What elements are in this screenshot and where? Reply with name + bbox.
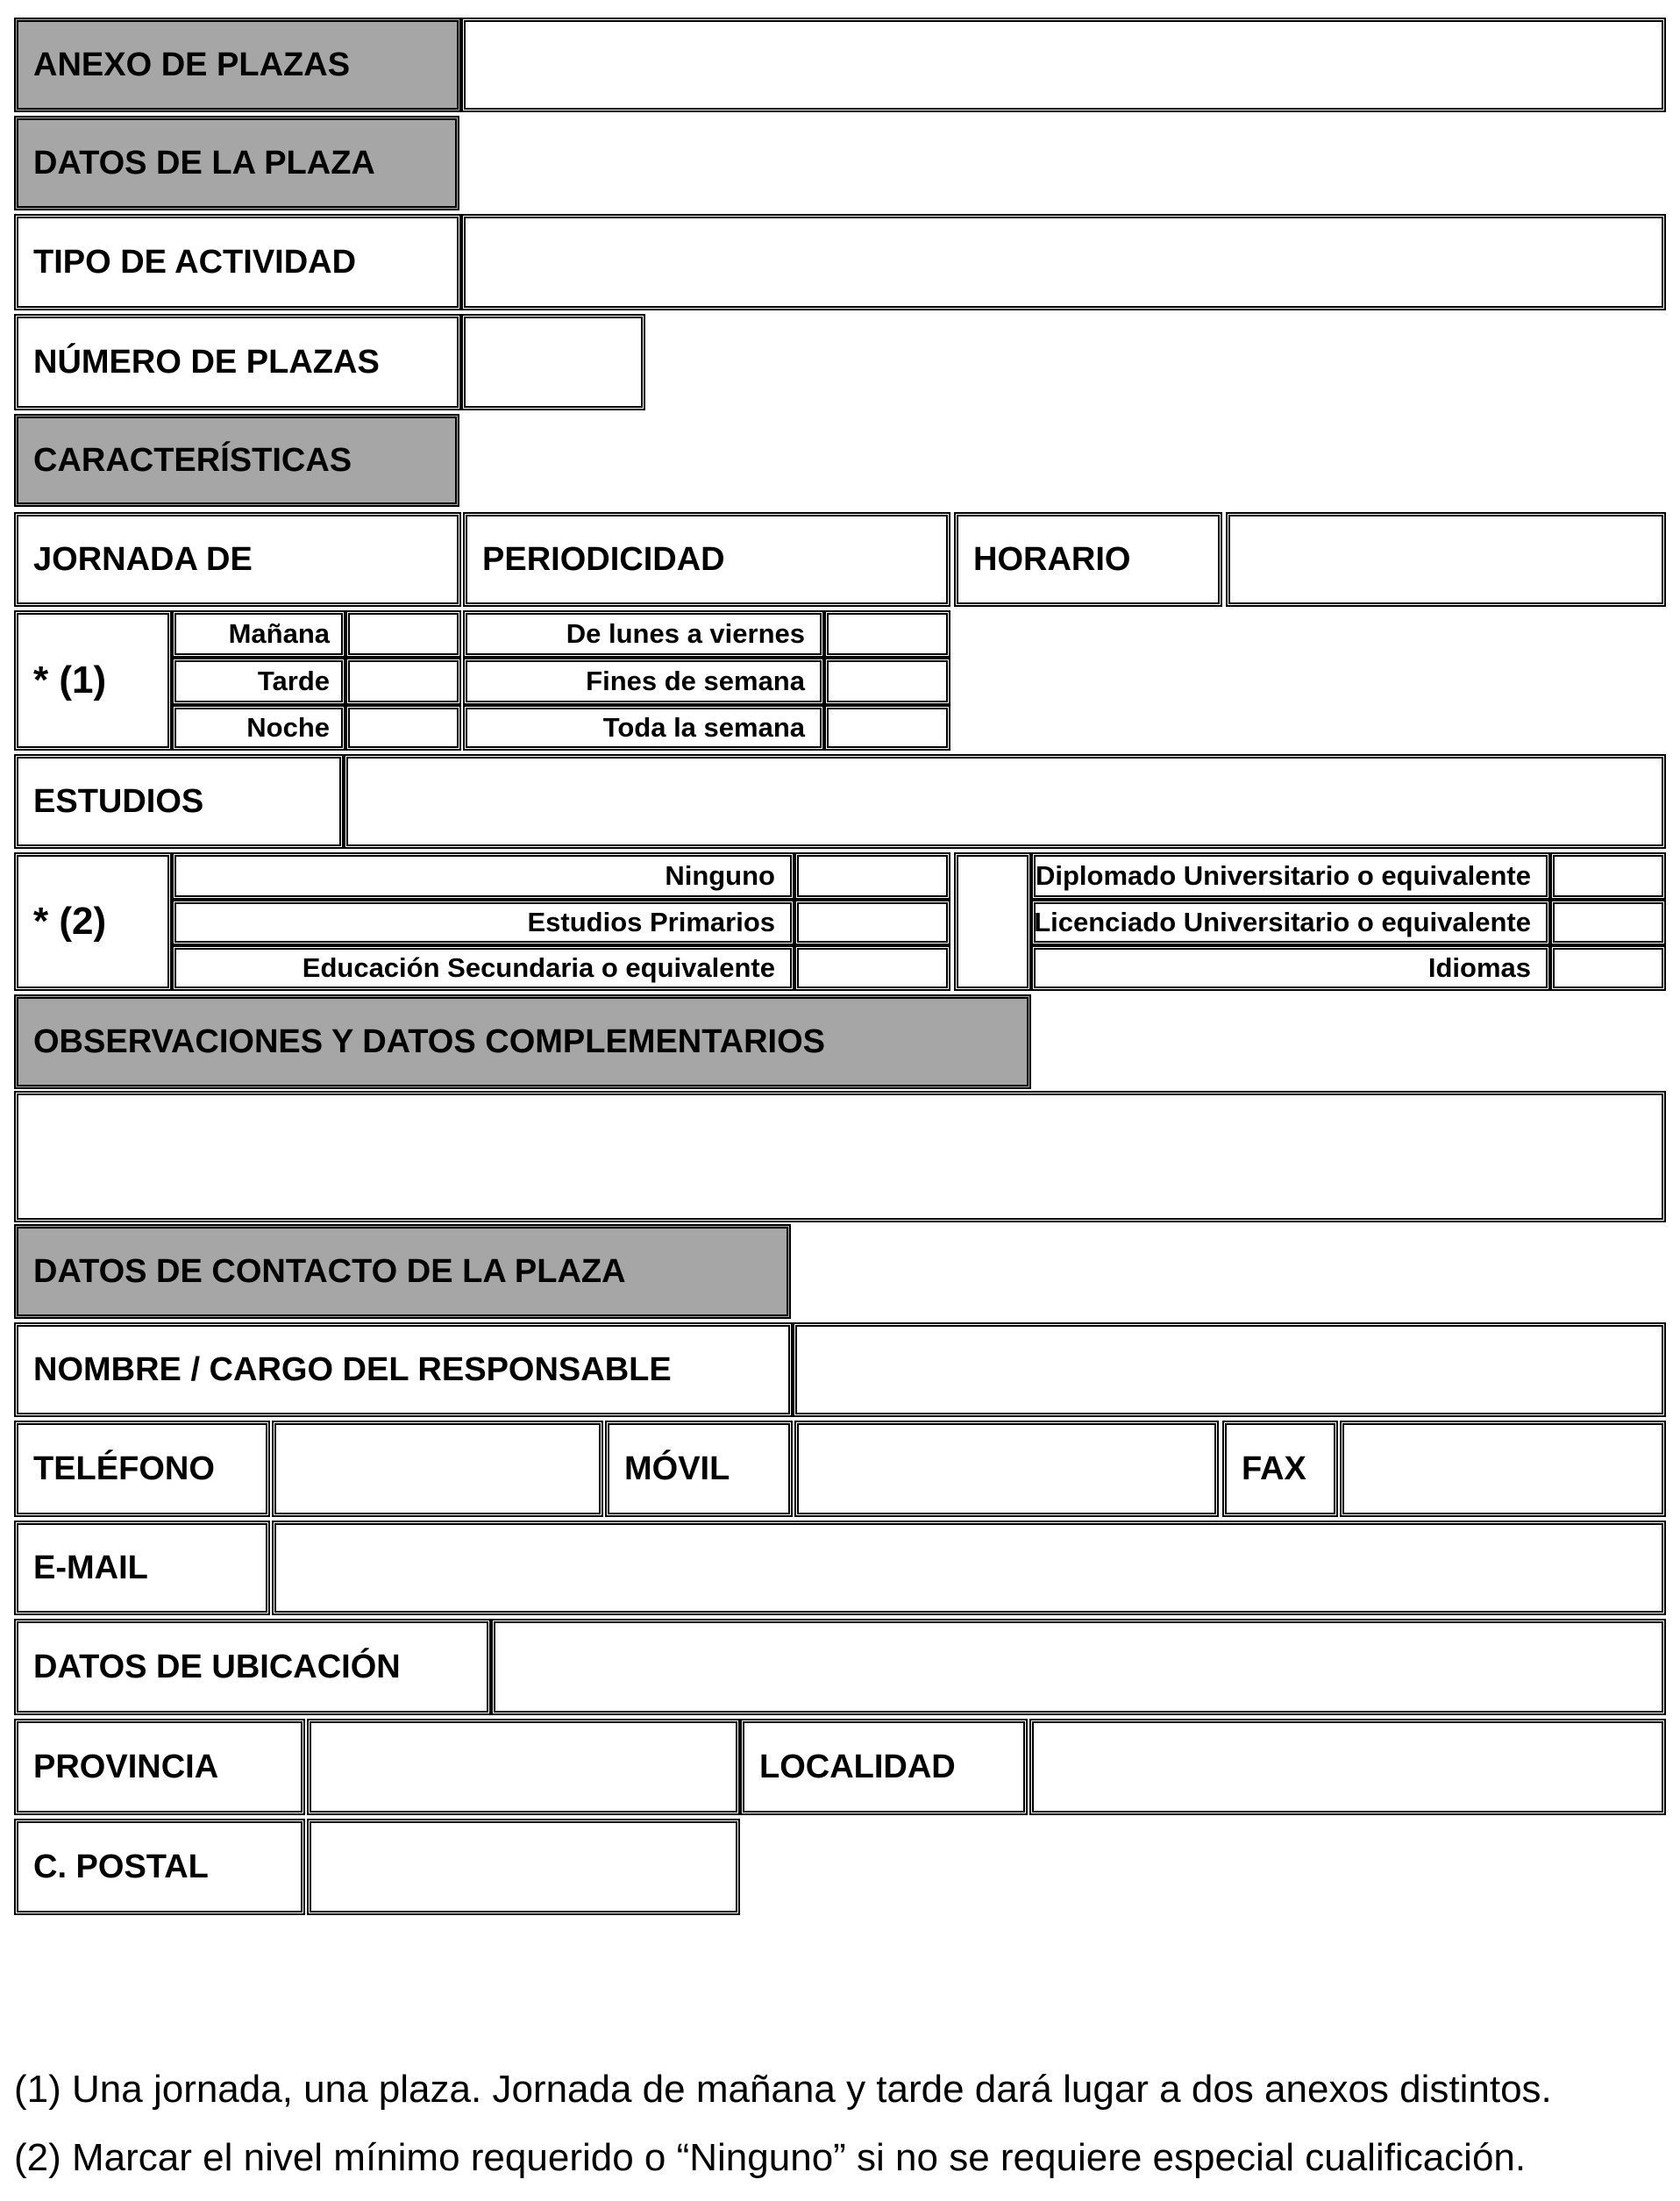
caracteristicas-label: CARACTERÍSTICAS	[33, 441, 352, 479]
estudios-option-ninguno-label: Ninguno	[665, 860, 775, 891]
jornada-option-tarde-label: Tarde	[257, 666, 330, 696]
jornada-option-manana-label: Mañana	[228, 618, 330, 649]
email-label: E-MAIL	[33, 1549, 148, 1586]
datos-ubicacion-label: DATOS DE UBICACIÓN	[33, 1648, 401, 1685]
estudios-label: ESTUDIOS	[33, 782, 204, 820]
tipo-actividad-label: TIPO DE ACTIVIDAD	[33, 243, 357, 281]
periodicidad-option-fines-semana-label: Fines de semana	[586, 666, 805, 696]
estudios-checkbox-idiomas[interactable]	[1550, 945, 1666, 991]
localidad-field[interactable]	[1029, 1719, 1666, 1815]
footnote-2: (2) Marcar el nivel mínimo requerido o “Ninguno” si no se requiere especial cualificación.	[14, 2136, 1527, 2179]
c-postal-label: C. POSTAL	[33, 1848, 209, 1885]
localidad-label: LOCALIDAD	[759, 1748, 956, 1785]
observaciones-field[interactable]	[14, 1091, 1666, 1222]
tipo-actividad-field[interactable]	[461, 214, 1666, 310]
footnote-1: (1) Una jornada, una plaza. Jornada de mañana y tarde dará lugar a dos anexos distintos.	[14, 2068, 1552, 2111]
observaciones-label: OBSERVACIONES Y DATOS COMPLEMENTARIOS	[33, 1022, 825, 1060]
movil-label: MÓVIL	[624, 1450, 730, 1487]
datos-ubicacion-field[interactable]	[491, 1619, 1666, 1715]
telefono-field[interactable]	[272, 1421, 603, 1517]
datos-contacto-label: DATOS DE CONTACTO DE LA PLAZA	[33, 1252, 626, 1290]
provincia-label: PROVINCIA	[33, 1748, 219, 1785]
estudios-checkbox-licenciado[interactable]	[1550, 900, 1666, 945]
anexo-plazas-field[interactable]	[461, 18, 1666, 112]
nombre-cargo-field[interactable]	[793, 1322, 1666, 1417]
horario-field[interactable]	[1226, 512, 1666, 607]
jornada-checkbox-noche[interactable]	[345, 705, 461, 751]
numero-plazas-field[interactable]	[461, 314, 645, 410]
estudios-option-diplomado-label: Diplomado Universitario o equivalente	[1035, 860, 1531, 891]
datos-plaza-label: DATOS DE LA PLAZA	[33, 144, 375, 182]
c-postal-field[interactable]	[307, 1819, 740, 1915]
periodicidad-checkbox-fines-semana[interactable]	[824, 658, 950, 705]
email-field[interactable]	[272, 1521, 1666, 1615]
jornada-checkbox-manana[interactable]	[345, 610, 461, 658]
jornada-option-noche-label: Noche	[246, 712, 330, 743]
estudios-field[interactable]	[344, 754, 1666, 849]
nombre-cargo-label: NOMBRE / CARGO DEL RESPONSABLE	[33, 1350, 672, 1388]
periodicidad-checkbox-toda-semana[interactable]	[824, 705, 950, 751]
provincia-field[interactable]	[307, 1719, 740, 1815]
periodicidad-option-lunes-viernes-label: De lunes a viernes	[566, 618, 805, 649]
anexo-plazas-label: ANEXO DE PLAZAS	[33, 46, 351, 83]
fax-field[interactable]	[1340, 1421, 1666, 1517]
jornada-checkbox-tarde[interactable]	[345, 658, 461, 705]
telefono-label: TELÉFONO	[33, 1450, 215, 1487]
periodicidad-option-toda-semana-label: Toda la semana	[602, 712, 805, 743]
fax-label: FAX	[1242, 1450, 1306, 1487]
periodicidad-checkbox-lunes-viernes[interactable]	[824, 610, 950, 658]
estudios-checkbox-primarios[interactable]	[794, 900, 950, 945]
mark-2-label: * (2)	[33, 900, 107, 943]
estudios-checkbox-secundaria[interactable]	[794, 945, 950, 991]
mark-1-label: * (1)	[33, 659, 107, 702]
estudios-option-primarios-label: Estudios Primarios	[527, 907, 775, 937]
periodicidad-label: PERIODICIDAD	[482, 540, 725, 578]
estudios-option-licenciado-label: Licenciado Universitario o equivalente	[1034, 907, 1531, 937]
estudios-checkbox-ninguno[interactable]	[794, 852, 950, 900]
estudios-checkbox-diplomado[interactable]	[1550, 852, 1666, 900]
horario-label: HORARIO	[973, 540, 1131, 578]
estudios-option-secundaria-label: Educación Secundaria o equivalente	[302, 952, 775, 983]
numero-plazas-label: NÚMERO DE PLAZAS	[33, 343, 380, 381]
estudios-option-idiomas-label: Idiomas	[1427, 952, 1531, 983]
jornada-de-label: JORNADA DE	[33, 540, 253, 578]
movil-field[interactable]	[794, 1421, 1219, 1517]
estudios-spacer-cell	[954, 852, 1031, 991]
